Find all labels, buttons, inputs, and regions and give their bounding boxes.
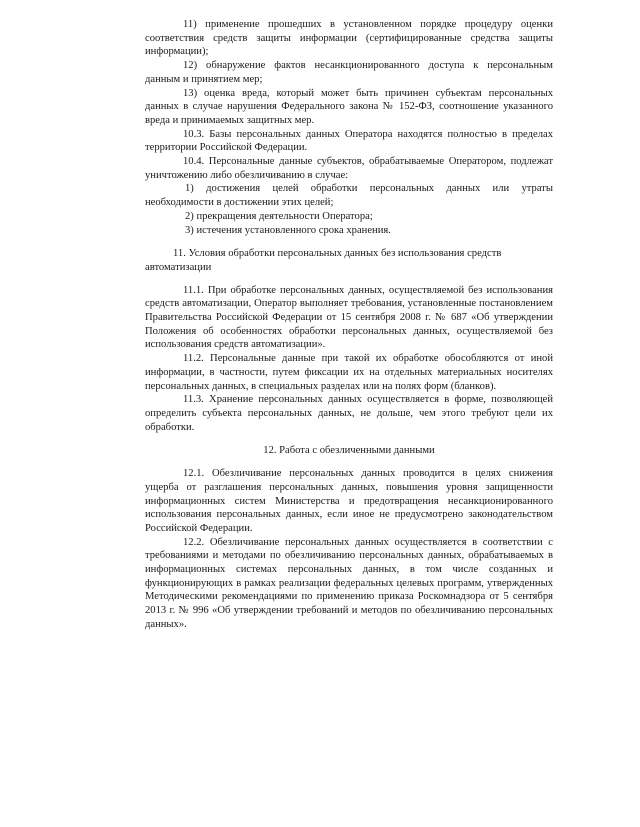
paragraph-12-1: 12.1. Обезличивание персональных данных проводится в целях снижения ущерба от разглашения персональных данных, повышения уровня защищенности информационных систем Министерства и предотвращения несанкционированного использования персональных данных, если иное не предусмотрено законодательством Российской Федерации. — [145, 468, 553, 534]
paragraph-11-1: 11.1. При обработке персональных данных, осуществляемой без использования средств автоматизации, Оператор выполняет требования, установленные постановлением Правительства Российской Федерации от 15 сентября 2008 г. № 687 «Об утверждении Положения об особенностях обработки персональных данных, осуществляемой без использования средств автоматизации». — [145, 284, 553, 351]
paragraph-item-11: 11) применение прошедших в установленном порядке процедуру оценки соответствия средств защиты информации (сертифицированные средства защиты информации); — [145, 19, 553, 58]
list-item-10-4-1: 1) достижения целей обработки персональных данных или утраты необходимости в достижении этих целей; — [145, 183, 553, 209]
paragraph-10-3: 10.3. Базы персональных данных Оператора находятся полностью в пределах территории Российской Федерации. — [145, 128, 553, 154]
section-12-heading: 12. Работа с обезличенными данными — [263, 445, 435, 457]
paragraph-item-13: 13) оценка вреда, который может быть причинен субъектам персональных данных в случае нарушения Федерального закона № 152-ФЗ, соотношение указанного вреда и принимаемых защитных мер. — [145, 87, 553, 126]
list-item-10-4-2: 2) прекращения деятельности Оператора; — [185, 210, 373, 222]
paragraph-item-12: 12) обнаружение фактов несанкционированного доступа к персональным данным и принятием мер; — [145, 60, 553, 85]
section-11-heading: 11. Условия обработки персональных данных без использования средств автоматизации — [145, 248, 502, 273]
paragraph-11-2: 11.2. Персональные данные при такой их обработке обособляются от иной информации, в частности, путем фиксации их на отдельных материальных носителях персональных данных, в специальных разделах или на полях форм (бланков). — [145, 353, 553, 392]
list-item-10-4-3: 3) истечения установленного срока хранения. — [185, 224, 391, 236]
paragraph-12-2: 12.2. Обезличивание персональных данных осуществляется в соответствии с требованиями и методами по обезличиванию персональных данных, обрабатываемых в информационных системах персональных данных, в том числе созданных и функционирующих в рамках реализации федеральных целевых программ, утвержденных Методическими рекомендациями по применению приказа Роскомнадзора от 5 сентября 2013 г. № 996 «Об утверждении требований и методов по обезличиванию персональных данных». — [145, 536, 553, 630]
document-body — [145, 18, 553, 632]
paragraph-10-4: 10.4. Персональные данные субъектов, обрабатываемые Оператором, подлежат уничтожению либо обезличиванию в случае: — [145, 156, 553, 181]
paragraph-11-3: 11.3. Хранение персональных данных осуществляется в форме, позволяющей определить субъекта персональных данных, не дольше, чем этого требуют цели их обработки. — [145, 394, 553, 433]
